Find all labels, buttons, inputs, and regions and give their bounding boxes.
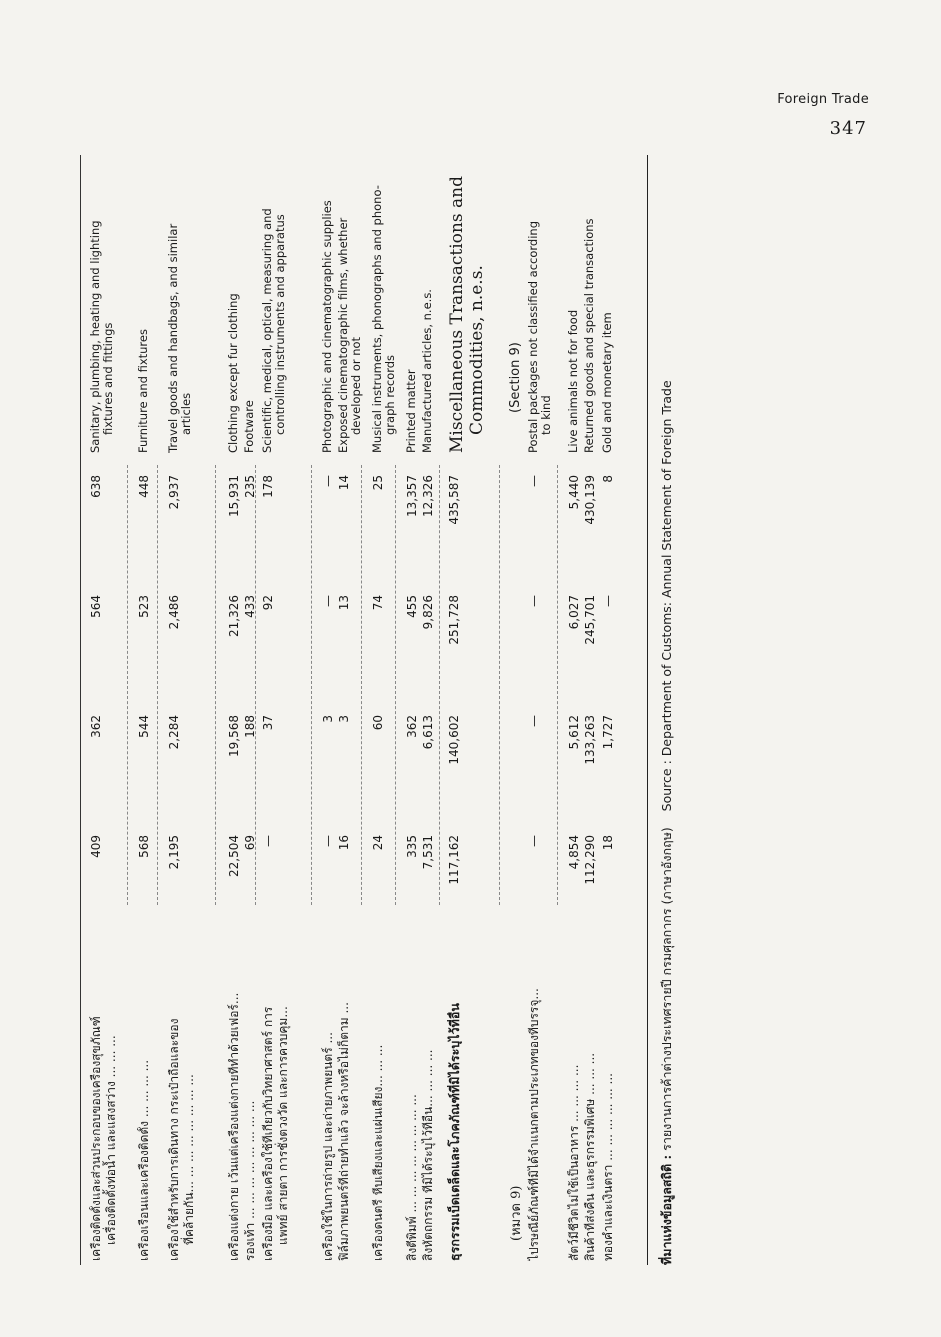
row-label-en	[261, 155, 287, 453]
value-cell-1: 409	[89, 835, 103, 858]
row-separator	[439, 465, 440, 905]
value-cell-1: 22,504	[227, 835, 241, 877]
row-label-th	[405, 913, 420, 1261]
source-text-en: Source : Department of Customs: Annual Statement of Foreign Trade	[659, 380, 674, 812]
value-cell-2: 544	[137, 715, 151, 738]
row-label-th	[243, 913, 258, 1261]
value-cell-2: 37	[261, 715, 275, 731]
row-label-en	[137, 155, 150, 453]
value-cell-3: 564	[89, 595, 103, 618]
value-cell-1: 18	[601, 835, 615, 851]
value-cell-1: 335	[405, 835, 419, 858]
row-label-en	[337, 155, 363, 453]
row-label-th-line1: สัตว์มีชีวิตไม่ใช้เป็นอาหาร ... ... ... ...	[567, 1064, 581, 1261]
value-cell-4: 5,440	[567, 475, 581, 510]
value-cell-3: 2,486	[167, 595, 181, 630]
row-label-en-line2: to kind	[539, 395, 553, 435]
row-label-th-line1: รองเท้า ... ... ... ... ... ... ... ...	[243, 1100, 257, 1261]
row-label-en	[321, 155, 334, 453]
row-label-th	[509, 893, 524, 1261]
value-cell-1: 2,195	[167, 835, 181, 870]
row-label-en	[509, 115, 522, 453]
value-cell-3: 433	[243, 595, 257, 618]
value-cell-2: 19,568	[227, 715, 241, 757]
value-cell-3: 74	[371, 595, 385, 611]
rotated-table	[75, 155, 685, 1265]
value-cell-3: 6,027	[567, 595, 581, 630]
row-label-en-line1: Musical instruments, phonographs and phono-	[370, 185, 384, 453]
row-label-en	[447, 155, 487, 453]
value-cell-1: 112,290	[583, 835, 597, 885]
page-number: 347	[829, 118, 867, 139]
row-label-en-line2: Commodities, n.e.s.	[467, 265, 487, 435]
row-label-en-line1: Scientific, medical, optical, measuring and	[260, 208, 274, 453]
row-label-en-line2: developed or not	[349, 336, 363, 435]
row-label-en-line1: Travel goods and handbags, and similar	[166, 223, 180, 453]
row-label-th-line1: เครื่องใช้สำหรับการเดินทาง กระเป๋าถือและของ	[167, 1018, 181, 1261]
row-label-en	[601, 155, 614, 453]
value-cell-4: 430,139	[583, 475, 597, 525]
value-cell-2: —	[527, 715, 541, 727]
row-label-th-line1: ทองคำและเงินตรา ... ... ... ... ... ...	[601, 1073, 615, 1261]
row-label-en-line1: Clothing except fur clothing	[226, 293, 240, 453]
row-label-th-line1: สินค้าที่ส่งคืน และธุรกรรมพิเศษ ... ... ...	[583, 1052, 597, 1261]
value-cell-4: 12,326	[421, 475, 435, 517]
row-label-en	[421, 155, 434, 453]
value-cell-3: 455	[405, 595, 419, 618]
value-cell-4: 178	[261, 475, 275, 498]
value-cell-3: 92	[261, 595, 275, 611]
value-cell-4: 638	[89, 475, 103, 498]
source-note	[657, 155, 677, 1265]
row-label-th-line1: สิ่งหัตถกรรม ที่มิได้ระบุไว้ที่อื่น... ... ... ...	[421, 1049, 435, 1261]
row-label-th	[567, 913, 582, 1261]
row-separator	[127, 465, 128, 905]
value-cell-1: 117,162	[447, 835, 461, 885]
value-cell-4: 448	[137, 475, 151, 498]
value-cell-2: 5,612	[567, 715, 581, 750]
row-label-en-line2: fixtures and fittings	[101, 322, 115, 435]
row-label-en	[227, 155, 240, 453]
row-label-en	[527, 155, 553, 453]
row-label-en	[405, 155, 418, 453]
row-label-en-line1: Printed matter	[404, 369, 418, 453]
table-bottom-rule	[647, 155, 648, 1265]
value-cell-1: 7,531	[421, 835, 435, 870]
value-cell-2: 60	[371, 715, 385, 731]
value-cell-1: 69	[243, 835, 257, 851]
value-cell-2: 3	[337, 715, 351, 723]
value-cell-1: 16	[337, 835, 351, 851]
row-label-en-line1: (Section 9)	[508, 342, 523, 413]
row-separator	[311, 465, 312, 905]
value-cell-2: 1,727	[601, 715, 615, 750]
value-cell-4: 235	[243, 475, 257, 498]
value-cell-4: 25	[371, 475, 385, 491]
value-cell-2: 362	[89, 715, 103, 738]
value-cell-3: 523	[137, 595, 151, 618]
row-label-th	[337, 913, 352, 1261]
row-label-th	[583, 913, 598, 1261]
value-cell-2: 6,613	[421, 715, 435, 750]
row-label-th-line1: เครื่องเรือนและเครื่องติดตั้ง ... ... ... ...	[137, 1059, 151, 1261]
row-label-en	[243, 155, 256, 453]
row-label-th	[601, 913, 616, 1261]
value-cell-2: 140,602	[447, 715, 461, 765]
row-label-th	[167, 913, 197, 1261]
row-label-en-line1: Photographic and cinematographic supplies	[320, 200, 334, 453]
value-cell-3: —	[601, 595, 615, 607]
row-label-en-line1: Miscellaneous Transactions and	[447, 176, 467, 453]
row-separator	[395, 465, 396, 905]
value-cell-2: 2,284	[167, 715, 181, 750]
row-label-th	[527, 913, 542, 1261]
row-separator	[361, 465, 362, 905]
value-cell-2: 133,263	[583, 715, 597, 765]
value-cell-4: 15,931	[227, 475, 241, 517]
row-label-th-line1: ธุรกรรมเบ็ดเตล็ดและโภคภัณฑ์ที่มิได้ระบุไว้ที่อื่น	[447, 1003, 462, 1261]
value-cell-4: —	[527, 475, 541, 487]
value-cell-2: 362	[405, 715, 419, 738]
value-cell-3: 9,826	[421, 595, 435, 630]
row-label-th	[261, 913, 291, 1261]
row-label-th-line1: (หมวด 9)	[509, 1185, 524, 1241]
row-separator	[157, 465, 158, 905]
value-cell-4: 8	[601, 475, 615, 483]
row-label-th-line1: ฟิล์มภาพยนตร์ที่ถ่ายทำแล้ว จะล้างหรือไม่ก็ตาม ...	[337, 1002, 351, 1261]
value-cell-3: —	[321, 595, 335, 607]
value-cell-3: —	[527, 595, 541, 607]
row-label-th-line2: เครื่องติดตั้งท่อน้ำ และแสงสว่าง ... ... ...	[104, 1035, 118, 1245]
row-label-en-line2: graph records	[383, 354, 397, 435]
row-label-th-line1: เครื่องติดตั้งและส่วนประกอบของเครื่องสุขภัณฑ์	[89, 1016, 103, 1261]
row-label-en	[371, 155, 397, 453]
value-cell-4: 2,937	[167, 475, 181, 510]
row-label-en	[567, 155, 580, 453]
row-label-th-line1: เครื่องแต่งกาย เว้นแต่เครื่องแต่งกายที่ทำด้วยเฟอร์...	[227, 992, 241, 1261]
row-label-en	[89, 155, 115, 453]
row-separator	[499, 465, 500, 905]
row-label-en-line2: articles	[179, 392, 193, 435]
row-separator	[255, 465, 256, 905]
value-cell-3: 245,701	[583, 595, 597, 645]
value-cell-4: —	[321, 475, 335, 487]
row-label-en-line1: Exposed cinematographic films, whether	[336, 217, 350, 453]
value-cell-1: 24	[371, 835, 385, 851]
row-label-en-line1: Sanitary, plumbing, heating and lighting	[88, 220, 102, 453]
row-label-en-line1: Manufactured articles, n.e.s.	[420, 289, 434, 453]
row-label-th	[137, 913, 152, 1261]
value-cell-1: 568	[137, 835, 151, 858]
row-label-en	[167, 155, 193, 453]
row-separator	[557, 465, 558, 905]
row-label-th	[227, 913, 242, 1261]
row-label-th	[89, 913, 119, 1261]
row-label-en-line1: Returned goods and special transactions	[582, 218, 596, 453]
row-label-th	[421, 913, 436, 1261]
row-label-th-line1: เครื่องมือ และเครื่องใช้ที่เกี่ยวกับวิทยาศาสตร์ การ	[261, 1006, 275, 1261]
row-label-th	[371, 913, 386, 1261]
row-label-th-line2: ที่คล้ายกัน... ... ... ... ... ... ... ...	[182, 1074, 196, 1245]
value-cell-2: 3	[321, 715, 335, 723]
value-cell-4: 13,357	[405, 475, 419, 517]
row-separator	[215, 465, 216, 905]
row-label-th-line1: เครื่องใช้ในการถ่ายรูป และถ่ายภาพยนตร์ ...	[321, 1032, 335, 1261]
value-cell-2: 188	[243, 715, 257, 738]
row-label-th-line1: ไปรษณีย์ภัณฑ์ที่มิได้จำแนกตามประเภทของที่บรรจุ...	[527, 988, 541, 1261]
running-header: Foreign Trade	[777, 92, 869, 107]
value-cell-3: 251,728	[447, 595, 461, 645]
row-label-en-line1: Furniture and fixtures	[136, 329, 150, 453]
row-label-th-line2: แพทย์ สายตา การชั่งตวงวัด และการควบคุม...	[276, 1006, 290, 1245]
source-label-th: ที่มาแห่งข้อมูลสถิติ :	[659, 1154, 674, 1265]
value-cell-1: —	[527, 835, 541, 847]
row-label-en-line1: Postal packages not classified according	[526, 221, 540, 453]
value-cell-3: 21,326	[227, 595, 241, 637]
source-text-th: รายงานการค้าต่างประเทศรายปี กรมศุลกากร (ภาษาอังกฤษ)	[659, 827, 674, 1151]
value-cell-3: 13	[337, 595, 351, 611]
row-label-th-line1: สิ่งตีพิมพ์ ... ... ... ... ... ... ... ...	[405, 1094, 419, 1261]
row-label-en-line1: Live animals not for food	[566, 309, 580, 453]
row-label-th-line1: เครื่องดนตรี หีบเสียงและแผ่นเสียง... ... ...	[371, 1044, 385, 1261]
table-top-rule	[80, 155, 81, 1265]
row-label-en-line2: controlling instruments and apparatus	[273, 214, 287, 435]
row-label-en-line1: Gold and monetary item	[600, 312, 614, 453]
row-label-en	[583, 155, 596, 453]
row-label-en-line1: Footware	[242, 400, 256, 453]
value-cell-4: 435,587	[447, 475, 461, 525]
value-cell-1: —	[261, 835, 275, 847]
value-cell-1: —	[321, 835, 335, 847]
row-label-th	[321, 913, 336, 1261]
value-cell-4: 14	[337, 475, 351, 491]
value-cell-1: 4,854	[567, 835, 581, 870]
row-label-th	[447, 913, 462, 1261]
